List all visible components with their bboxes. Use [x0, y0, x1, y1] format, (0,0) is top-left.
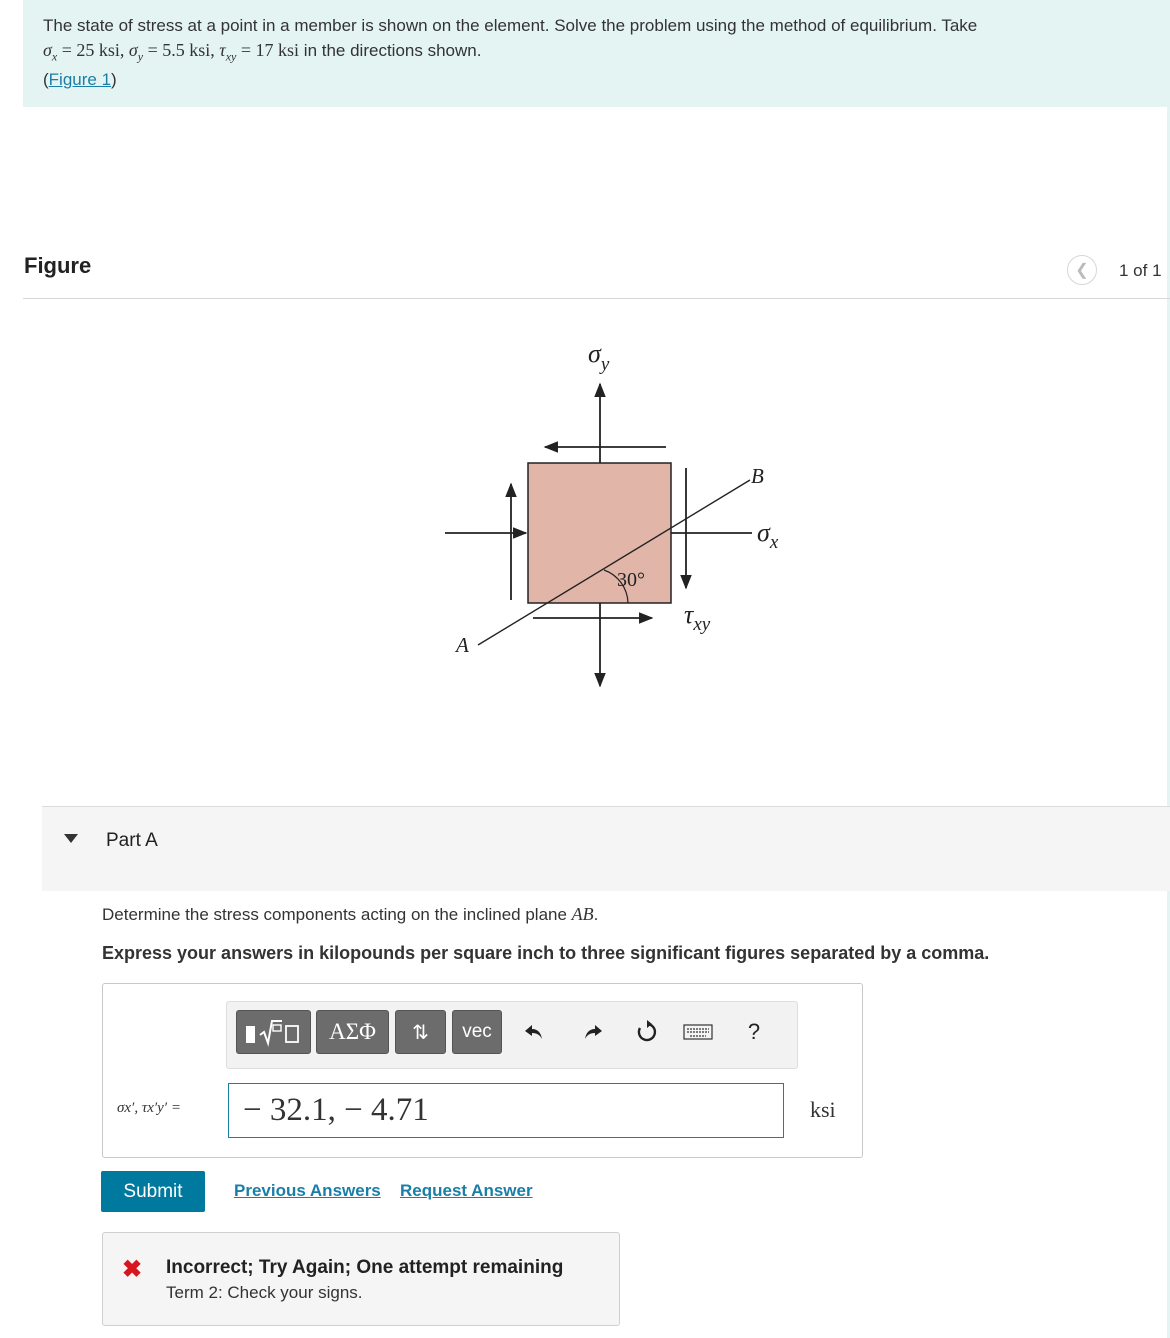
point-a-label: A	[456, 633, 469, 657]
keyboard-icon	[683, 1023, 713, 1041]
feedback-box	[102, 1232, 620, 1326]
problem-line-2	[43, 38, 977, 68]
stress-element	[528, 463, 671, 603]
figure-link-line: (Figure 1)	[43, 70, 117, 90]
answer-variable-label	[117, 1099, 181, 1117]
answer-input[interactable]: − 32.1, − 4.71	[228, 1083, 784, 1138]
sigma-y-label: $\sigma_y$	[588, 339, 610, 375]
submit-button[interactable]: Submit	[101, 1171, 205, 1212]
stress-element-figure	[0, 300, 1165, 800]
previous-answers-link[interactable]: Previous Answers	[234, 1181, 381, 1200]
sigma-y-value: = 5.5 ksi,	[143, 40, 220, 60]
part-a-title[interactable]: Part A	[106, 830, 158, 851]
answer-instruction: Express your answers in kilopounds per square inch to three significant figures separated by a comma.	[102, 943, 990, 963]
question-prefix: Determine the stress components acting on the inclined plane	[102, 905, 572, 924]
greek-letters-button[interactable]: ΑΣΦ	[316, 1010, 389, 1054]
figure-divider	[23, 298, 1170, 299]
sigma-x-symbol: σ	[43, 40, 52, 60]
sqrt-template-icon	[242, 1017, 306, 1047]
chevron-left-icon: ❮	[1075, 262, 1089, 279]
incorrect-x-icon: ✖	[122, 1256, 143, 1283]
figure-count: 1 of 1	[1119, 261, 1162, 280]
sigma-x-sub: x	[51, 49, 58, 64]
templates-button[interactable]	[236, 1010, 311, 1054]
reset-button[interactable]	[630, 1015, 664, 1049]
help-button[interactable]: ?	[747, 1019, 761, 1044]
previous-figure-button[interactable]	[1067, 255, 1097, 285]
part-a-header[interactable]	[42, 807, 1170, 891]
answer-unit: ksi	[810, 1097, 836, 1122]
problem-statement	[23, 0, 1170, 107]
problem-line-1: The state of stress at a point in a member is shown on the element. Solve the problem using the method of equilibrium. Take	[43, 16, 978, 35]
tau-value: = 17 ksi	[236, 40, 300, 60]
angle-label: 30°	[617, 569, 645, 591]
figure-title: Figure	[24, 253, 92, 278]
question-plane: AB	[571, 904, 594, 924]
problem-text	[43, 14, 977, 92]
request-answer-link[interactable]: Request Answer	[400, 1181, 533, 1200]
undo-icon	[524, 1023, 544, 1041]
sigma-x-value: = 25 ksi,	[57, 40, 129, 60]
keyboard-button[interactable]	[681, 1015, 715, 1049]
sigma-y-sub: y	[137, 49, 144, 64]
reset-icon	[635, 1020, 659, 1044]
redo-button[interactable]	[576, 1015, 610, 1049]
sort-arrows-icon: ⇅	[412, 1021, 429, 1044]
tau-sub: xy	[225, 49, 237, 64]
tau-xy-label: $\tau_{xy}$	[684, 600, 711, 635]
question-text	[102, 904, 598, 925]
vector-button[interactable]: vec	[452, 1010, 502, 1054]
feedback-title: Incorrect; Try Again; One attempt remaining	[166, 1257, 564, 1278]
problem-line-2-tail: in the directions shown.	[299, 41, 482, 60]
sigma-x-label: $\sigma_x$	[757, 518, 779, 553]
collapse-triangle-icon[interactable]	[64, 834, 78, 843]
undo-button[interactable]	[517, 1015, 551, 1049]
redo-icon	[583, 1023, 603, 1041]
tau-symbol: τ	[219, 40, 226, 60]
sigma-y-symbol: σ	[128, 40, 138, 60]
point-b-label: B	[751, 464, 764, 488]
question-suffix: .	[593, 905, 599, 924]
sort-arrows-button[interactable]	[395, 1010, 446, 1054]
figure-link[interactable]: Figure 1	[48, 70, 112, 90]
variable-label-text: σx′, τx′y′ =	[117, 1100, 181, 1116]
feedback-message: Term 2: Check your signs.	[166, 1283, 363, 1302]
